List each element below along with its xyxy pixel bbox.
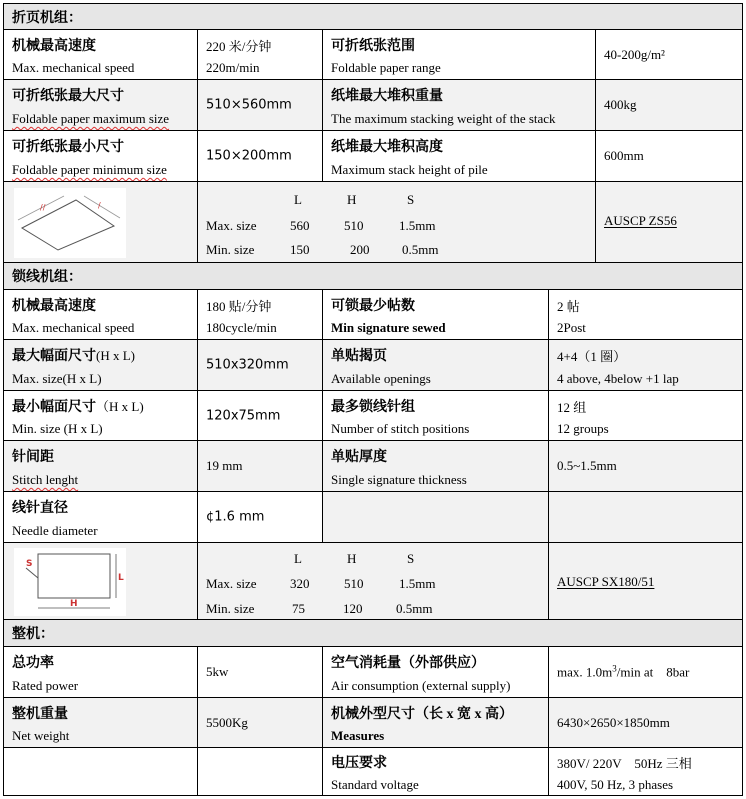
- value-max-size-sewing: 510x320mm: [197, 339, 323, 391]
- value-signature-thickness: 0.5~1.5mm: [548, 440, 743, 492]
- value-stitch-length: 19 mm: [197, 440, 323, 492]
- label-max-paper-size: 可折纸张最大尺寸 Foldable paper maximum size: [3, 79, 198, 131]
- label-stitch-length: 针间距 Stitch lenght: [3, 440, 198, 492]
- label-max-size-sewing: 最大幅面尺寸(H x L) Max. size(H x L): [3, 339, 198, 391]
- signature-diagram: [14, 548, 126, 616]
- empty-cell: [3, 747, 198, 796]
- label-available-openings: 单贴揭页 Available openings: [322, 339, 549, 391]
- value-needle-diameter: ¢1.6 mm: [197, 491, 323, 543]
- label-paper-range: 可折纸张范围 Foldable paper range: [322, 29, 596, 80]
- value-max-speed-sewing: 180 贴/分钟 180cycle/min: [197, 289, 323, 340]
- label-max-stack-weight: 纸堆最大堆积重量 The maximum stacking weight of the stack: [322, 79, 596, 131]
- value-paper-range: 40-200g/m²: [595, 29, 743, 80]
- empty-cell: [548, 491, 743, 543]
- sewing-model-cell: AUSCP SX180/51: [548, 542, 743, 620]
- label-air-consumption: 空气消耗量（外部供应） Air consumption (external supply): [322, 646, 549, 698]
- section-header-machine: 整机：: [3, 619, 743, 647]
- folding-dimensions-cell: L H S Max. size 560 510 1.5mm Min. size 150 200 0.5mm: [197, 181, 596, 263]
- sewing-dimensions-cell: L H S Max. size 320 510 1.5mm Min. size 75 120 0.5mm: [197, 542, 549, 620]
- spec-table: [3, 3, 743, 796]
- value-air-consumption: max. $1.0m^3/\min$ at 8bar: [548, 646, 743, 698]
- value-min-paper-size: 150×200mm: [197, 130, 323, 182]
- value-stitch-positions: 12 组 12 groups: [548, 390, 743, 441]
- label-max-speed-sewing: 机械最高速度 Max. mechanical speed: [3, 289, 198, 340]
- label-stitch-positions: 最多锁线针组 Number of stitch positions: [322, 390, 549, 441]
- diagram-label-h: H: [70, 599, 78, 609]
- value-max-speed-folding: 220 米/分钟 220m/min: [197, 29, 323, 80]
- folding-paper-diagram-cell: [3, 181, 198, 263]
- folded-paper-diagram: [14, 188, 126, 258]
- label-rated-power: 总功率 Rated power: [3, 646, 198, 698]
- value-min-signature: 2 帖 2Post: [548, 289, 743, 340]
- value-measures: 6430×2650×1850mm: [548, 697, 743, 748]
- section-header-sewing: 锁线机组：: [3, 262, 743, 290]
- section-header-folding: 折页机组：: [3, 3, 743, 30]
- value-net-weight: 5500Kg: [197, 697, 323, 748]
- label-min-paper-size: 可折纸张最小尺寸 Foldable paper minimum size: [3, 130, 198, 182]
- label-measures: 机械外型尺寸（长 x 宽 x 高） Measures: [322, 697, 549, 748]
- label-signature-thickness: 单贴厚度 Single signature thickness: [322, 440, 549, 492]
- svg-text:/: /: [98, 201, 101, 210]
- value-rated-power: 5kw: [197, 646, 323, 698]
- value-available-openings: 4+4（1 圈） 4 above, 4below +1 lap: [548, 339, 743, 391]
- label-standard-voltage: 电压要求 Standard voltage: [322, 747, 549, 796]
- empty-cell: [197, 747, 323, 796]
- label-min-size-sewing: 最小幅面尺寸（H x L) Min. size (H x L): [3, 390, 198, 441]
- empty-cell: [322, 491, 549, 543]
- folding-model-cell: AUSCP ZS56: [595, 181, 743, 263]
- sewing-signature-diagram-cell: [3, 542, 198, 620]
- value-max-stack-weight: 400kg: [595, 79, 743, 131]
- label-max-speed-folding: 机械最高速度 Max. mechanical speed: [3, 29, 198, 80]
- label-min-signature: 可锁最少帖数 Min signature sewed: [322, 289, 549, 340]
- label-needle-diameter: 线针直径 Needle diameter: [3, 491, 198, 543]
- label-max-stack-height: 纸堆最大堆积高度 Maximum stack height of pile: [322, 130, 596, 182]
- svg-text://: //: [40, 203, 46, 212]
- label-net-weight: 整机重量 Net weight: [3, 697, 198, 748]
- diagram-label-l: L: [118, 573, 124, 583]
- value-standard-voltage: 380V/ 220V 50Hz 三相 400V, 50 Hz, 3 phases: [548, 747, 743, 796]
- value-max-paper-size: 510×560mm: [197, 79, 323, 131]
- value-max-stack-height: 600mm: [595, 130, 743, 182]
- diagram-label-s: S: [26, 559, 33, 569]
- value-min-size-sewing: 120x75mm: [197, 390, 323, 441]
